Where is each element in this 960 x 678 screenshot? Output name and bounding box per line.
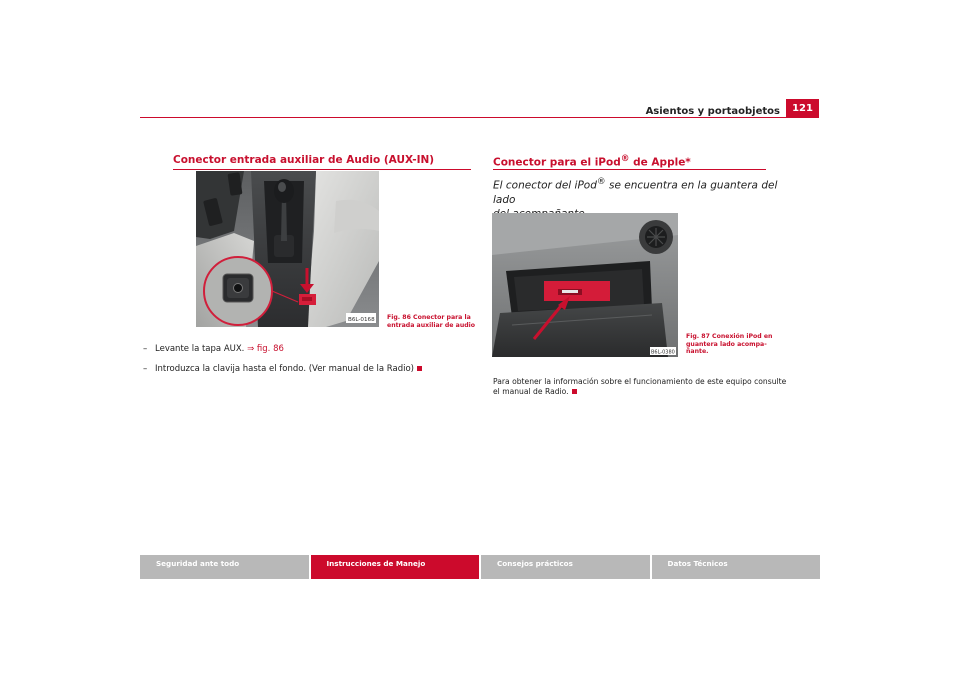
aux-in-illustration [196, 171, 379, 327]
running-header-title: Asientos y portaobjetos [645, 106, 780, 117]
page-number: 121 [786, 99, 819, 118]
ipod-glovebox-illustration [492, 213, 678, 357]
figure-label-b6l-0168: B6L-0168 [348, 317, 375, 323]
end-marker-icon [572, 389, 577, 394]
section-title-aux-in: Conector entrada auxiliar de Audio (AUX-IN) [173, 154, 435, 166]
figure-caption-87: Fig. 87 Conexión iPod en guantera lado acompa- ñante. [686, 333, 773, 355]
instruction-step-1: – Levante la tapa AUX. ⇒ fig. 86 [143, 344, 284, 354]
footer-tab-consejos[interactable]: Consejos prácticos [481, 555, 650, 579]
figure-label-b6l-0380: B6L-0380 [651, 349, 675, 356]
figure-reference-link[interactable]: ⇒ fig. 86 [247, 344, 284, 354]
section-rule-right [493, 169, 766, 170]
footer-navigation [140, 555, 820, 579]
footer-tab-datos[interactable]: Datos Técnicos [652, 555, 821, 579]
section-rule-left [173, 169, 471, 170]
instruction-step-2: – Introduzca la clavija hasta el fondo. (Ver manual de la Radio) [143, 364, 422, 374]
footer-tab-seguridad[interactable]: Seguridad ante todo [140, 555, 309, 579]
figure-ipod-glovebox [492, 213, 678, 357]
header-rule [140, 117, 819, 118]
figure-aux-in-connector [196, 171, 379, 327]
ipod-body-text: Para obtener la información sobre el funcionamiento de este equipo consulte el manual de Radio. [493, 377, 787, 396]
section-title-ipod: Conector para el iPod® de Apple* [493, 154, 691, 169]
section-subheading: El conector del iPod® se encuentra en la guantera del lado [493, 177, 778, 206]
footer-tab-instrucciones[interactable]: Instrucciones de Manejo [311, 555, 480, 579]
end-marker-icon [417, 366, 422, 371]
figure-caption-86: Fig. 86 Conector para la entrada auxiliar de audio [387, 314, 476, 329]
